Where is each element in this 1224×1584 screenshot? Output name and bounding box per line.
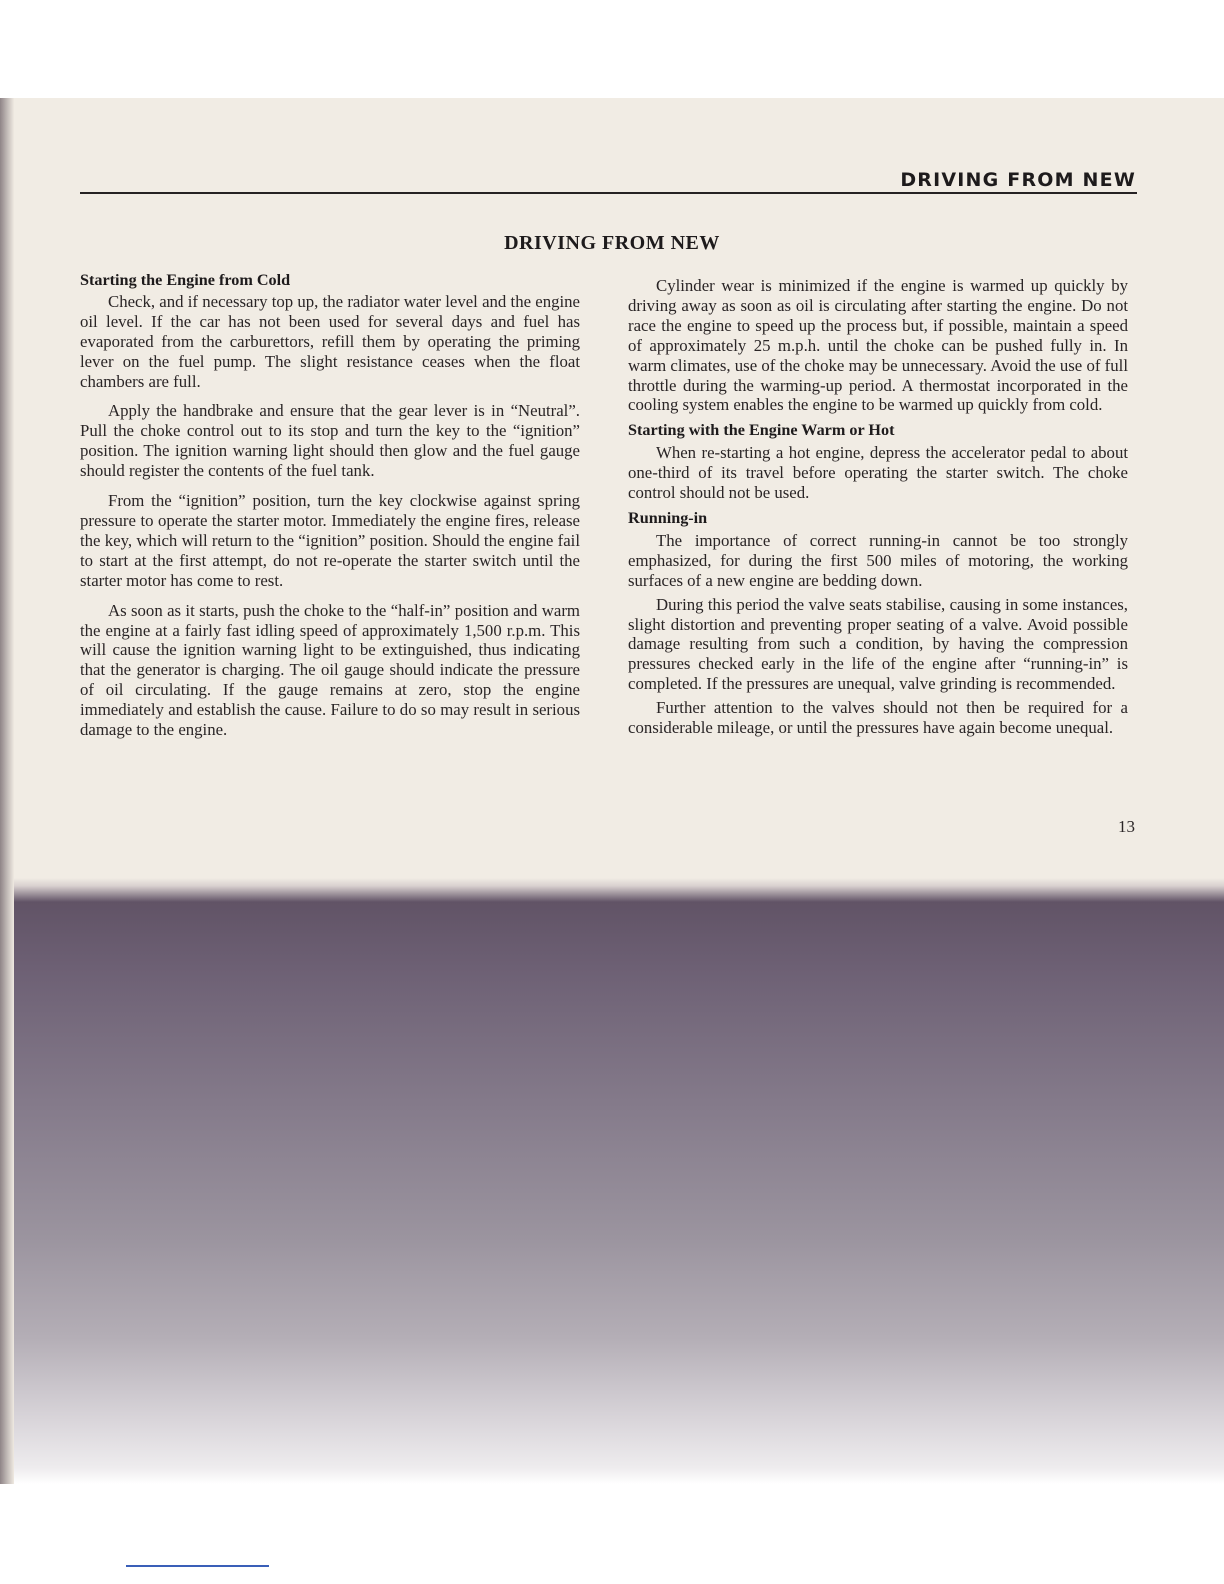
section-heading-cold-start: Starting the Engine from Cold [80,271,291,289]
paragraph: Cylinder wear is minimized if the engine is warmed up quickly by driving away as soon as oil is circulating after starting the engine. Do not race the engine to speed up the process but, if possible, maintain a speed of approximately 25 m.p.h. until the choke can be pushed fully in. In warm climates, use of the choke may be unnecessary. Avoid the use of full throttle during the warming-up period. A thermostat incorporated in the cooling system enables the engine to be warmed up quickly from cold. [628,276,1128,415]
page-number: 13 [1118,817,1135,836]
paragraph: Further attention to the valves should not then be required for a considerable mileage, or until the pressures have again become unequal. [628,698,1128,738]
paragraph: During this period the valve seats stabilise, causing in some instances, slight distortion and preventing proper seating of a valve. Avoid possible damage resulting from such a condition, by having the compression pressures checked early in the life of the engine after “running-in” is completed. If the pressures are unequal, valve grinding is recommended. [628,594,1128,694]
header-rule [80,192,1137,194]
paragraph: Check, and if necessary top up, the radiator water level and the engine oil level. If the car has not been used for several days and fuel has evaporated from the carburettors, refill them by operating the priming lever on the fuel pump. The slight resistance ceases when the float chambers are full. [80,291,580,391]
paragraph: As soon as it starts, push the choke to the “half-in” position and warm the engine at a fairly fast idling speed of approximately 1,500 r.p.m. This will cause the ignition warning light to be extinguished, thus indicating that the generator is charging. The oil gauge should indicate the pressure of oil circulating. If the gauge remains at zero, stop the engine immediately and establish the cause. Failure to do so may result in serious damage to the engine. [80,600,580,740]
left-column [80,271,580,740]
paragraph: When re-starting a hot engine, depress the accelerator pedal to about one-third of its travel before operating the starter switch. The choke control should not be used. [628,443,1128,503]
paragraph: Apply the handbrake and ensure that the gear lever is in “Neutral”. Pull the choke control out to its stop and turn the key to the “ignition” position. The ignition warning light should then glow and the fuel gauge should register the contents of the fuel tank. [80,401,580,481]
scanned-page [0,98,1224,1484]
binding-shadow [0,98,14,1484]
right-column [628,276,1128,740]
paragraph: The importance of correct running-in cannot be too strongly emphasized, for during the first 500 miles of motoring, the working surfaces of a new engine are bedding down. [628,530,1128,590]
page-title: DRIVING FROM NEW [504,232,720,254]
page-paper [0,98,1224,888]
bottom-underline-mark [126,1565,269,1567]
section-heading-running-in: Running-in [628,508,708,527]
running-head: DRIVING FROM NEW [900,169,1136,191]
paragraph: From the “ignition” position, turn the key clockwise against spring pressure to operate the starter motor. Immediately the engine fires, release the key, which will return to the “ignition” position. Should the engine fail to start at the first attempt, do not re-operate the starter switch until the starter motor has come to rest. [80,491,580,590]
section-heading-warm-start: Starting with the Engine Warm or Hot [628,421,895,440]
scan-background-shadow [0,878,1224,1484]
